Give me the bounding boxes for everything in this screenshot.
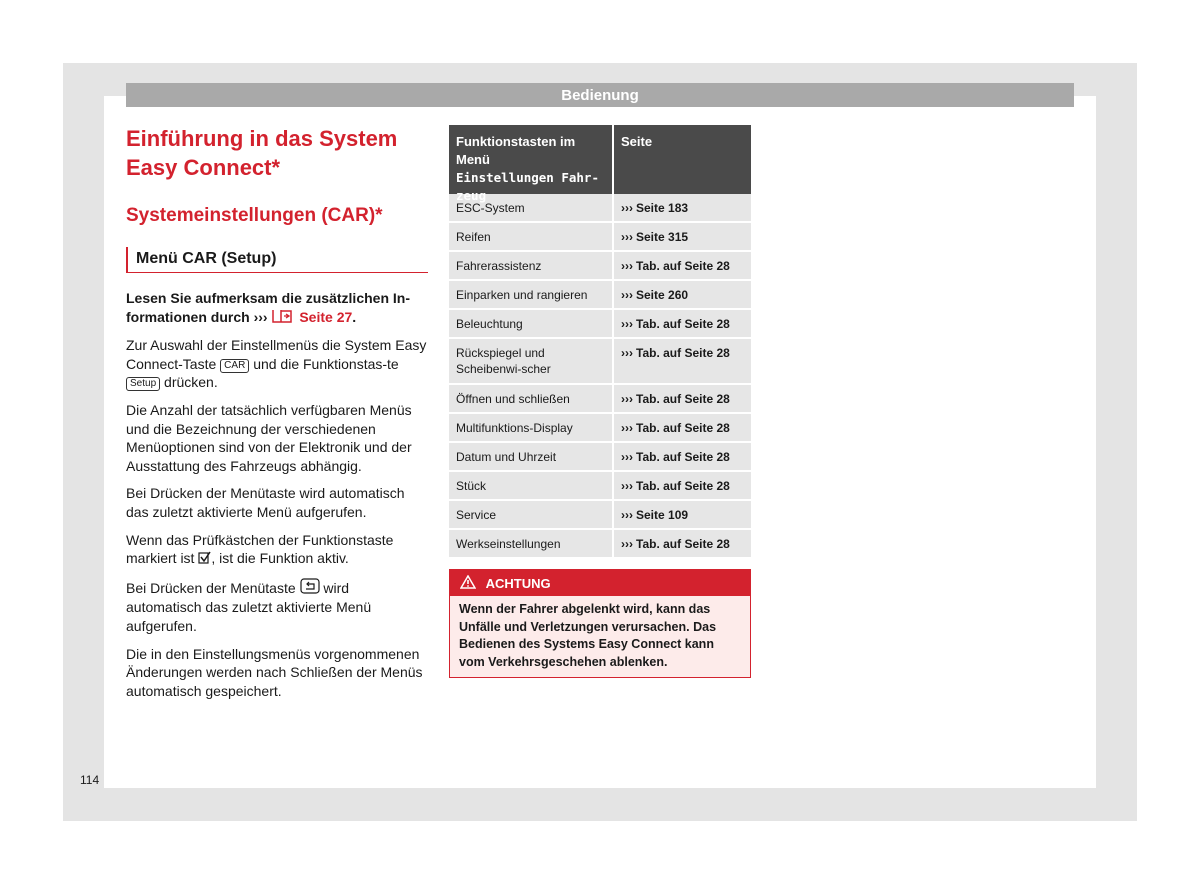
page-title: Einführung in das System Easy Connect*: [126, 126, 398, 180]
book-reference-icon: [271, 308, 295, 328]
warning-title: ACHTUNG: [485, 576, 551, 591]
table-cell-function: Einparken und rangieren: [449, 281, 614, 308]
paragraph-back-text-a: Bei Drücken der Menütaste: [126, 579, 296, 596]
table-cell-function: Werkseinstellungen: [449, 530, 614, 557]
table-row: [449, 223, 751, 250]
page-reference-link[interactable]: Seite 109: [636, 508, 689, 522]
table-row: [449, 385, 751, 412]
reference-arrow: ›››: [621, 259, 633, 273]
table-cell-page[interactable]: [614, 501, 751, 528]
paragraph-last-menu: Bei Drücken der Menütaste wird automatisch das zuletzt aktivierte Menü aufgerufen.: [126, 485, 405, 520]
table-cell-function: Rückspiegel und Scheibenwi-scher: [449, 339, 614, 383]
page-reference-link[interactable]: Tab. auf Seite 28: [636, 346, 730, 360]
table-cell-function: Beleuchtung: [449, 310, 614, 337]
table-header-col1: [449, 125, 614, 203]
reference-arrow: ›››: [621, 288, 633, 302]
back-key-icon: [300, 578, 320, 599]
intro-page-link[interactable]: Seite 27: [299, 308, 353, 325]
table-row: [449, 414, 751, 441]
table-cell-page[interactable]: [614, 223, 751, 250]
page-reference-link[interactable]: Tab. auf Seite 28: [636, 259, 730, 273]
paragraph-checkbox-text-b: , ist die Funktion aktiv.: [211, 550, 349, 567]
table-cell-page[interactable]: [614, 414, 751, 441]
intro-paragraph: Lesen Sie aufmerksam die zusätzlichen In- formationen durch ››› Seite 27.: [126, 289, 428, 327]
reference-arrow: ›››: [621, 508, 633, 522]
table-cell-page[interactable]: [614, 310, 751, 337]
page-reference-link[interactable]: Tab. auf Seite 28: [636, 421, 730, 435]
reference-arrow: ›››: [621, 421, 633, 435]
table-row: [449, 472, 751, 499]
table-row: [449, 252, 751, 279]
table-cell-function: Datum und Uhrzeit: [449, 443, 614, 470]
reference-arrow: ›››: [253, 308, 268, 325]
page-reference-link[interactable]: Tab. auf Seite 28: [636, 537, 730, 551]
table-cell-page[interactable]: [614, 385, 751, 412]
paragraph-saved: Die in den Einstellungsmenüs vorgenommenen Änderungen werden nach Schließen der Menüs automatisch gespeichert.: [126, 645, 423, 699]
left-column: [126, 124, 428, 709]
paragraph-back-key: [126, 578, 428, 636]
page-reference-link[interactable]: Tab. auf Seite 28: [636, 479, 730, 493]
page-reference-link[interactable]: Tab. auf Seite 28: [636, 317, 730, 331]
paragraph-checkbox-text-a: Wenn das Prüfkästchen der Funktionstaste markiert ist: [126, 531, 394, 567]
reference-arrow: ›››: [621, 392, 633, 406]
reference-arrow: ›››: [621, 230, 633, 244]
page-reference-link[interactable]: Seite 260: [636, 288, 689, 302]
table-cell-page[interactable]: [614, 339, 751, 383]
intro-line1: Lesen Sie aufmerksam die zusätzlichen In-: [126, 290, 410, 306]
table-row: [449, 310, 751, 337]
page-reference-link[interactable]: Seite 315: [636, 230, 689, 244]
page-reference-link[interactable]: Tab. auf Seite 28: [636, 392, 730, 406]
table-cell-function: Fahrerassistenz: [449, 252, 614, 279]
paragraph-keys-text-b: und die Funktionstas-te: [253, 355, 399, 372]
paragraph-menus: Die Anzahl der tatsächlich verfügbaren Menüs und die Bezeichnung der verschiedenen Menüoptionen sind von der Elektronik und der Ausstattung des Fahrzeugs abhängig.: [126, 401, 412, 474]
table-row: [449, 530, 751, 557]
function-keys-table: [449, 125, 751, 557]
page-reference-link[interactable]: Seite 183: [636, 201, 689, 215]
warning-text: Wenn der Fahrer abgelenkt wird, kann das Unfälle und Verletzungen verursachen. Das Bedienen des Systems Easy Connect kann vom Verkehrsgeschehen ablenken.: [459, 602, 717, 669]
table-cell-function: Stück: [449, 472, 614, 499]
table-header-col1-line2: Einstellungen Fahr-zeug: [456, 170, 599, 203]
section-subtitle: Systemeinstellungen (CAR)*: [126, 205, 383, 226]
warning-header: [450, 570, 750, 596]
table-cell-function: Multifunktions-Display: [449, 414, 614, 441]
paragraph-keys-text-a: Zur Auswahl der Einstellmenüs die System Easy Connect-Taste: [126, 337, 427, 372]
paragraph-keys: [126, 336, 428, 392]
reference-arrow: ›››: [621, 450, 633, 464]
table-cell-function: Öffnen und schließen: [449, 385, 614, 412]
table-header-col1-line1: Funktionstasten im Menü: [456, 134, 576, 167]
setup-key-icon: Setup: [126, 377, 160, 391]
checkbox-checked-icon: [198, 550, 211, 569]
reference-arrow: ›››: [621, 346, 633, 360]
table-row: [449, 339, 751, 383]
paragraph-back-text-b: wird automatisch das zuletzt aktivierte Menü aufgerufen.: [126, 579, 372, 634]
reference-arrow: ›››: [621, 317, 633, 331]
table-header-col2: Seite: [621, 134, 653, 149]
table-row: [449, 281, 751, 308]
table-body: [449, 194, 751, 557]
table-cell-page[interactable]: [614, 281, 751, 308]
table-cell-page[interactable]: [614, 472, 751, 499]
page-number: 114: [80, 773, 100, 787]
page-reference-link[interactable]: Tab. auf Seite 28: [636, 450, 730, 464]
reference-arrow: ›››: [621, 201, 633, 215]
table-cell-page[interactable]: [614, 530, 751, 557]
table-row: [449, 501, 751, 528]
table-row: [449, 194, 751, 221]
table-cell-page[interactable]: [614, 252, 751, 279]
table-cell-function: Reifen: [449, 223, 614, 250]
paragraph-checkbox: [126, 531, 428, 569]
table-cell-page[interactable]: [614, 194, 751, 221]
table-cell-function: ESC-System: [449, 194, 614, 221]
intro-line2: formationen durch: [126, 308, 250, 325]
table-header: [449, 125, 751, 203]
chapter-header: Bedienung: [126, 83, 1074, 107]
warning-box: [449, 569, 751, 678]
paragraph-keys-text-c: drücken.: [164, 374, 218, 391]
car-key-icon: CAR: [220, 359, 249, 373]
reference-arrow: ›››: [621, 537, 633, 551]
table-cell-function: Service: [449, 501, 614, 528]
table-cell-page[interactable]: [614, 443, 751, 470]
warning-triangle-icon: [460, 571, 476, 599]
menu-heading: Menü CAR (Setup): [126, 247, 428, 273]
table-row: [449, 443, 751, 470]
reference-arrow: ›››: [621, 479, 633, 493]
